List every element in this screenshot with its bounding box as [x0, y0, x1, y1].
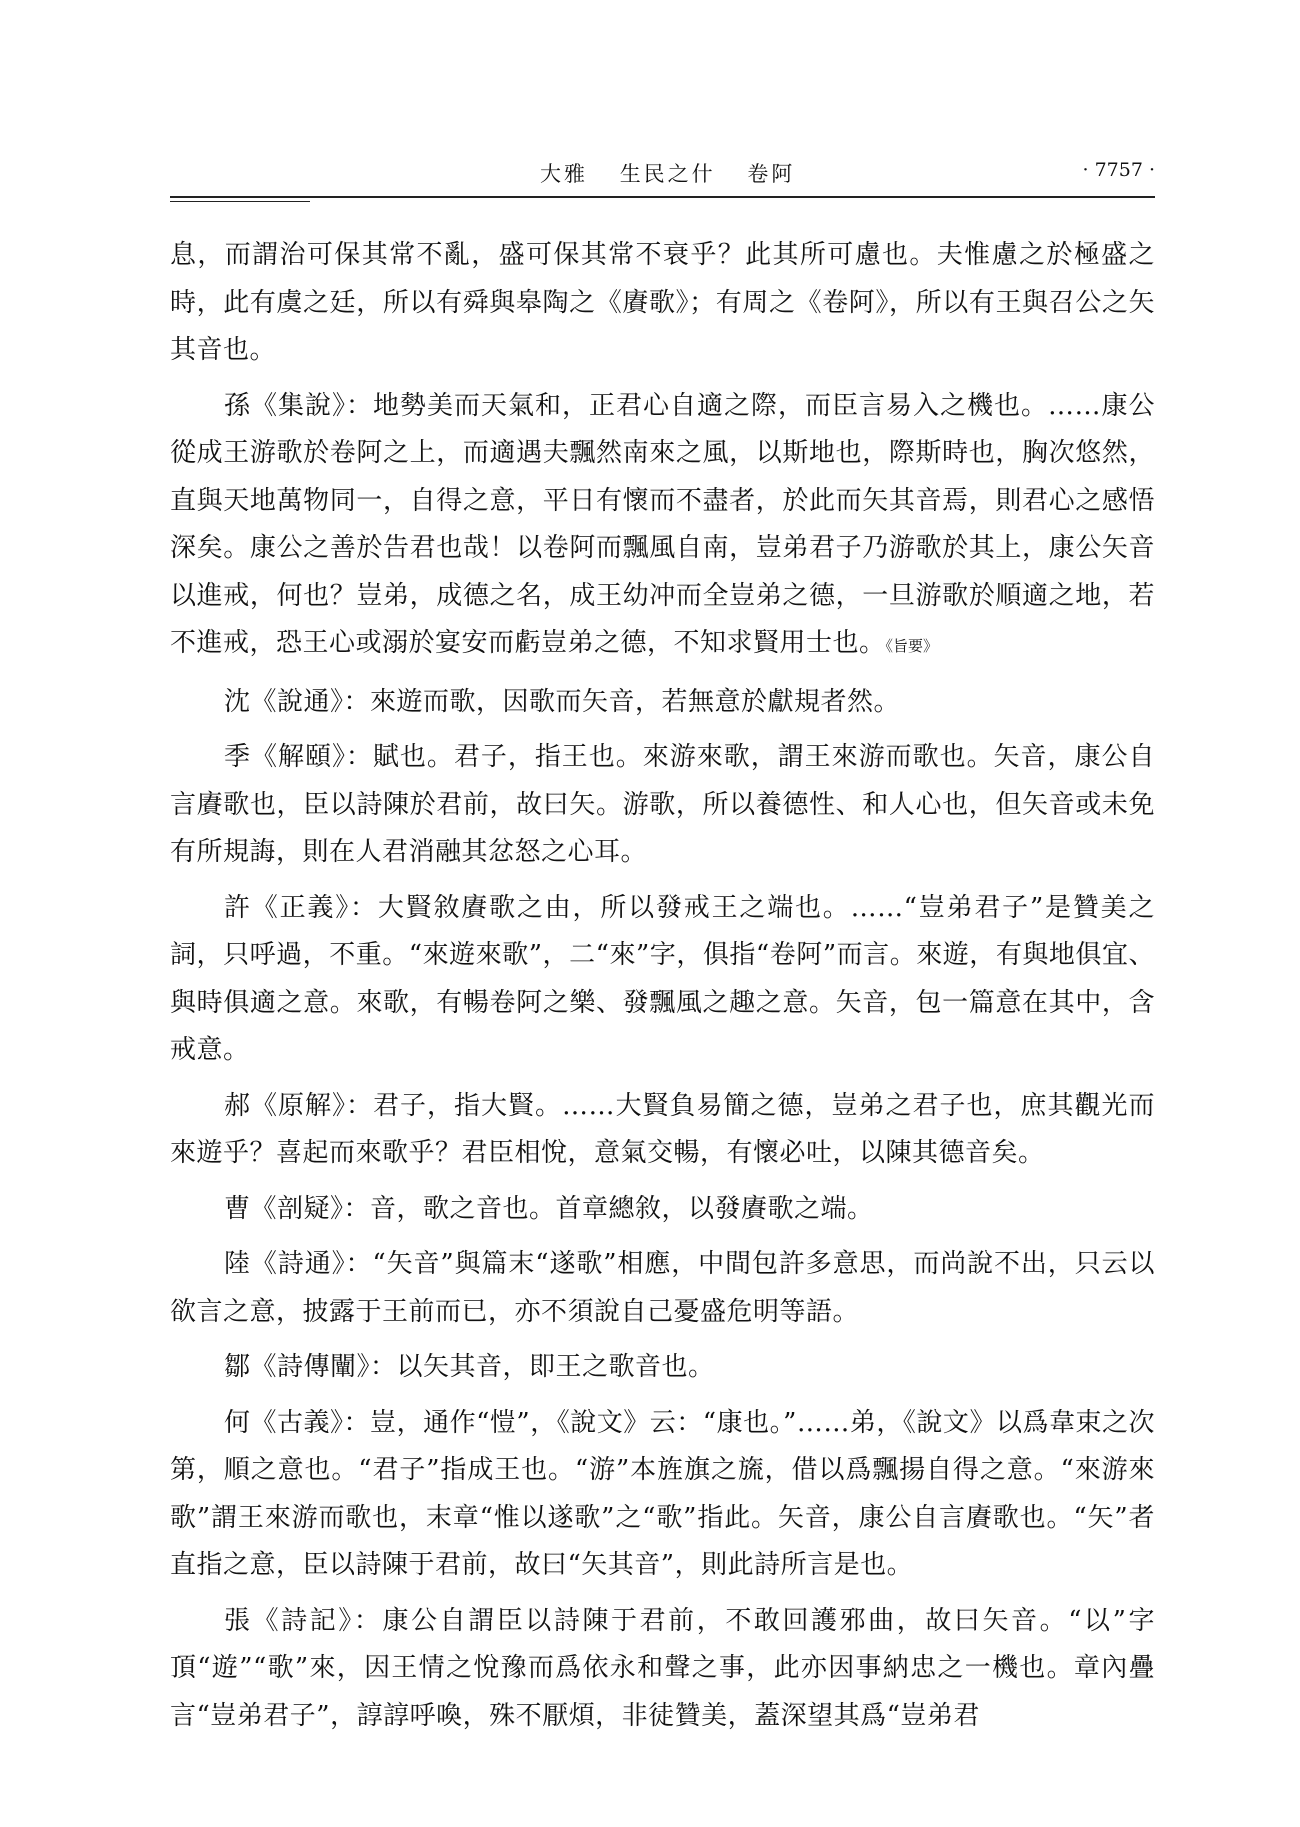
running-title: [540, 158, 817, 188]
commentary-body: [170, 232, 1155, 1748]
commentary-paragraph: [170, 232, 1155, 375]
paragraph-text: 曹《剖疑》：音，歌之音也。首章總敘，以發賡歌之端。: [224, 1193, 874, 1224]
commentary-paragraph: [170, 383, 1155, 671]
paragraph-text: 何《古義》：豈，通作“愷”，《說文》云：“康也。”……弟，《說文》以爲韋束之次第，順之意也。“君子”指成王也。“游”本旌旗之旒，借以爲飄揚自得之意。“來游來歌”謂王來游而歌也，末章“惟以遂歌”之“歌”指此。矢音，康公自言賡歌也。“矢”者直指之意，臣以詩陳于君前，故曰“矢其音”，則此詩所言是也。: [170, 1407, 1155, 1580]
commentary-paragraph: [170, 734, 1155, 877]
page-number: · 7757 ·: [1082, 159, 1155, 181]
paragraph-text: 陸《詩通》：“矢音”與篇末“遂歌”相應，中間包許多意思，而尚說不出，只云以欲言之意，披露于王前而已，亦不須說自己憂盛危明等語。: [170, 1249, 1155, 1327]
paragraph-text: 張《詩記》：康公自謂臣以詩陳于君前，不敢回護邪曲，故曰矢音。“以”字頂“遊”“歌”來，因王情之悅豫而爲依永和聲之事，此亦因事納忠之一機也。章內疊言“豈弟君子”，諄諄呼喚，殊不厭煩，非徒贊美，蓋深望其爲“豈弟君: [170, 1605, 1155, 1731]
header-rule: [170, 196, 1155, 198]
commentary-paragraph: [170, 1241, 1155, 1336]
commentary-paragraph: [170, 1598, 1155, 1741]
paragraph-text: 息，而謂治可保其常不亂，盛可保其常不衰乎？此其所可慮也。夫惟慮之於極盛之時，此有虞之廷，所以有舜與皋陶之《賡歌》；有周之《卷阿》，所以有王與召公之矢其音也。: [170, 240, 1155, 365]
paragraph-text: 沈《說通》：來遊而歌，因歌而矢音，若無意於獻規者然。: [224, 686, 901, 717]
running-header: [170, 158, 1155, 190]
paragraph-text: 許《正義》：大賢敘賡歌之由，所以發戒王之端也。……“豈弟君子”是贊美之詞，只呼過，不重。“來遊來歌”，二“來”字，俱指“卷阿”而言。來遊，有與地俱宜、與時俱適之意。來歌，有暢卷阿之樂、發飄風之趣之意。矢音，包一篇意在其中，含戒意。: [170, 892, 1155, 1065]
header-rule-accent: [170, 201, 310, 202]
paragraph-text: 季《解頤》：賦也。君子，指王也。來游來歌，謂王來游而歌也。矢音，康公自言賡歌也，臣以詩陳於君前，故曰矢。游歌，所以養德性、和人心也，但矢音或未免有所規誨，則在人君消融其忿怒之心耳。: [170, 742, 1155, 867]
commentary-paragraph: [170, 885, 1155, 1075]
subsection-name: 生民之什: [619, 162, 716, 186]
source-note: 《旨要》: [885, 637, 939, 655]
section-name: 大雅: [540, 162, 588, 186]
commentary-paragraph: [170, 1400, 1155, 1590]
commentary-paragraph: [170, 1186, 1155, 1234]
commentary-paragraph: [170, 1083, 1155, 1178]
paragraph-text: 郝《原解》：君子，指大賢。……大賢負易簡之德，豈弟之君子也，庶其觀光而來遊乎？喜起而來歌乎？君臣相悅，意氣交暢，有懷必吐，以陳其德音矣。: [170, 1090, 1155, 1168]
commentary-paragraph: [170, 679, 1155, 727]
paragraph-text: 孫《集說》：地勢美而天氣和，正君心自適之際，而臣言易入之機也。……康公從成王游歌於卷阿之上，而適遇夫飄然南來之風，以斯地也，際斯時也，胸次悠然，直與天地萬物同一，自得之意，平日有懷而不盡者，於此而矢其音焉，則君心之感悟深矣。康公之善於告君也哉！以卷阿而飄風自南，豈弟君子乃游歌於其上，康公矢音以進戒，何也？豈弟，成德之名，成王幼冲而全豈弟之德，一旦游歌於順適之地，若不進戒，恐王心或溺於宴安而虧豈弟之德，不知求賢用士也。: [170, 390, 1155, 658]
poem-name: 卷阿: [747, 162, 796, 186]
paragraph-text: 鄒《詩傳闡》：以矢其音，即王之歌音也。: [224, 1352, 715, 1382]
commentary-paragraph: [170, 1344, 1155, 1392]
